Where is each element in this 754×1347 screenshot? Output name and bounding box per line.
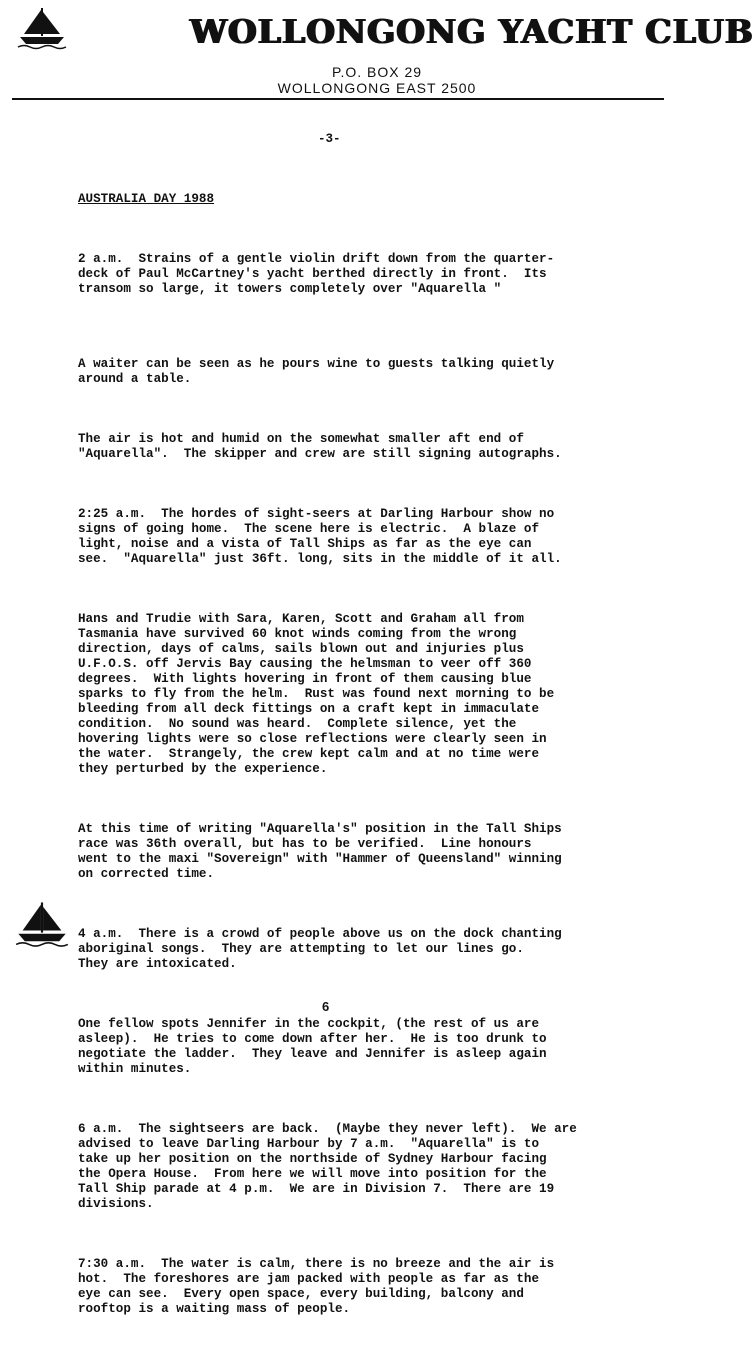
paragraph: A waiter can be seen as he pours wine to guests talking quietly around a table.: [78, 357, 555, 386]
paragraph: At this time of writing "Aquarella's" position in the Tall Ships race was 36th overall, but has to be verified. Line honours went to the maxi "Sovereign" with "Hammer of Queensland" winning on corrected time.: [78, 822, 562, 881]
club-name: WOLLONGONG YACHT CLUB: [190, 12, 754, 51]
letterhead-rule: [12, 98, 664, 100]
footer-page-number: 6: [322, 999, 330, 1014]
address-line-1: P.O. BOX 29: [331, 64, 423, 80]
address-line-2: WOLLONGONG EAST 2500: [277, 80, 477, 96]
section-heading: AUSTRALIA DAY 1988: [78, 192, 215, 206]
paragraph: One fellow spots Jennifer in the cockpit, (the rest of us are asleep). He tries to come down after her. He is too drunk to negotiate the ladder. They leave and Jennifer is asleep again within minutes.: [78, 1017, 547, 1076]
paragraph: 7:30 a.m. The water is calm, there is no breeze and the air is hot. The foreshores are jam packed with people as far as the eye can see. Every open space, every building, balcony and rooftop is a waiting mass of people.: [78, 1257, 555, 1316]
paragraph: The air is hot and humid on the somewhat smaller aft end of "Aquarella". The skipper and crew are still signing autographs.: [78, 432, 562, 461]
paragraph: 6 a.m. The sightseers are back. (Maybe they never left). We are advised to leave Darling Harbour by 7 a.m. "Aquarella" is to take up her position on the northside of Sydney Harbour facing the Opera House. From here we will move into position for the Tall Ship parade at 4 p.m. We are in Division 7. There are 19 divisions.: [78, 1122, 577, 1211]
document-body: [78, 162, 670, 1347]
paragraph: 2 a.m. Strains of a gentle violin drift down from the quarter- deck of Paul McCartney's yacht berthed directly in front. Its transom so large, it towers completely over "Aquarella ": [78, 252, 555, 296]
yacht-logo-icon: [16, 6, 68, 50]
page-marker: -3-: [318, 132, 341, 146]
paragraph: 4 a.m. There is a crowd of people above us on the dock chanting aboriginal songs. They are attempting to let our lines go. They are intoxicated.: [78, 927, 562, 971]
paragraph: 2:25 a.m. The hordes of sight-seers at Darling Harbour show no signs of going home. The scene here is electric. A blaze of light, noise and a vista of Tall Ships as far as the eye can see. "Aquarella" just 36ft. long, sits in the middle of it all.: [78, 507, 562, 566]
paragraph: Hans and Trudie with Sara, Karen, Scott and Graham all from Tasmania have survived 60 knot winds coming from the wrong direction, days of calms, sails blown out and injuries plus U.F.O.S. off Jervis Bay causing the helmsman to veer off 360 degrees. With lights hovering in front of them causing blue sparks to fly from the helm. Rust was found next morning to be bleeding from all deck fittings on a craft kept in immaculate condition. No sound was heard. Complete silence, yet the hovering lights were so close reflections were clearly seen in the water. Strangely, the crew kept calm and at no time were they perturbed by the experience.: [78, 612, 555, 776]
yacht-logo-icon: [14, 900, 70, 948]
